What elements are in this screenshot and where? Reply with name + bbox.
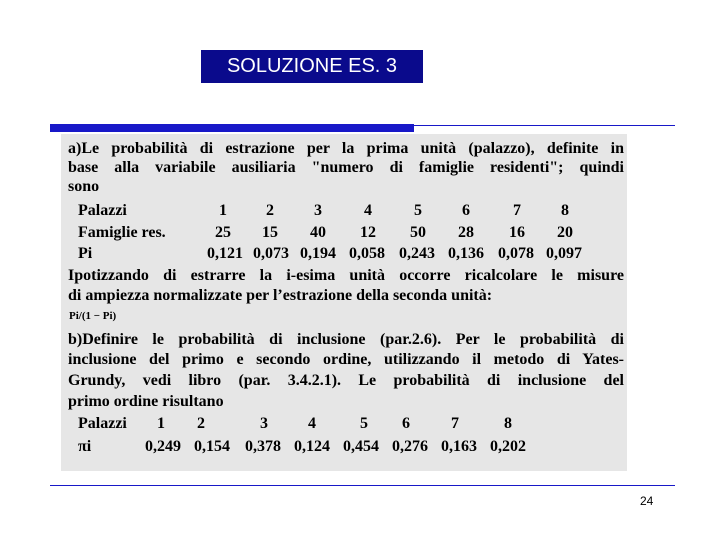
table1-label-famiglie: Famiglie res. (78, 224, 166, 241)
table1-cell: 1 (219, 202, 227, 219)
table1-cell: 3 (314, 202, 322, 219)
table2-cell: 5 (360, 415, 368, 432)
table1-cell: 12 (360, 224, 376, 241)
table1-cell: 5 (414, 202, 422, 219)
para-a-line-1: a)Le probabilità di estrazione per la prima unità (palazzo), definite in (68, 140, 624, 157)
footer-rule (50, 485, 675, 486)
table2-label-palazzi: Palazzi (78, 415, 127, 432)
table1-cell: 4 (364, 202, 372, 219)
table1-cell: 8 (561, 202, 569, 219)
table1-cell: 6 (462, 202, 470, 219)
formula: Pi/(1 − Pi) (69, 310, 117, 322)
table2-cell: 0,154 (194, 438, 230, 455)
table2-cell: 0,202 (490, 438, 526, 455)
table2-cell: 0,124 (294, 438, 330, 455)
table1-cell: 16 (509, 224, 525, 241)
table1-cell: 0,194 (300, 245, 336, 262)
table1-cell: 0,136 (448, 245, 484, 262)
table2-cell: 0,249 (145, 438, 181, 455)
header-rule-thick (50, 124, 414, 132)
table1-cell: 0,073 (253, 245, 289, 262)
para-a-line-3: sono (68, 178, 100, 195)
table2-cell: 1 (157, 415, 165, 432)
table1-cell: 0,097 (546, 245, 582, 262)
table1-cell: 20 (557, 224, 573, 241)
table2-cell: 4 (308, 415, 316, 432)
table2-cell: 2 (197, 415, 205, 432)
table2-cell: 3 (260, 415, 268, 432)
table1-label-palazzi: Palazzi (78, 202, 127, 219)
table1-cell: 0,243 (399, 245, 435, 262)
table1-cell: 40 (310, 224, 326, 241)
table2-label-pi: πi (78, 438, 92, 455)
table1-cell: 25 (215, 224, 231, 241)
table1-cell: 0,121 (207, 245, 243, 262)
para-b-line-1: b)Definire le probabilità di inclusione (par.2.6). Per le probabilità di (68, 331, 624, 348)
table1-cell: 7 (513, 202, 521, 219)
page-number: 24 (640, 494, 654, 508)
table1-cell: 15 (262, 224, 278, 241)
para-a-line-2: base alla variabile ausiliaria "numero di famiglie residenti"; quindi (68, 159, 624, 176)
para-ipotizzando-line-1: Ipotizzando di estrarre la i-esima unità occorre ricalcolare le misure (68, 267, 624, 284)
table1-cell: 50 (410, 224, 426, 241)
content-image-area (61, 134, 627, 471)
para-b-line-3: Grundy, vedi libro (par. 3.4.2.1). Le probabilità di inclusione del (68, 372, 624, 389)
header-rule-thin (414, 125, 675, 126)
table2-cell: 0,378 (245, 438, 281, 455)
table2-cell: 6 (402, 415, 410, 432)
para-b-line-4: primo ordine risultano (68, 393, 224, 410)
table2-cell: 8 (504, 415, 512, 432)
table1-cell: 0,078 (498, 245, 534, 262)
slide-title: SOLUZIONE ES. 3 (201, 50, 423, 83)
table2-cell: 0,163 (441, 438, 477, 455)
para-ipotizzando-line-2: di ampiezza normalizzate per l’estrazione della seconda unità: (68, 287, 493, 304)
table1-cell: 0,058 (349, 245, 385, 262)
para-b-line-2: inclusione del primo e secondo ordine, utilizzando il metodo di Yates- (68, 351, 624, 368)
table2-cell: 0,454 (343, 438, 379, 455)
table1-cell: 2 (266, 202, 274, 219)
table1-cell: 28 (458, 224, 474, 241)
table2-cell: 0,276 (392, 438, 428, 455)
table1-label-pi: Pi (78, 245, 93, 262)
table2-cell: 7 (451, 415, 459, 432)
